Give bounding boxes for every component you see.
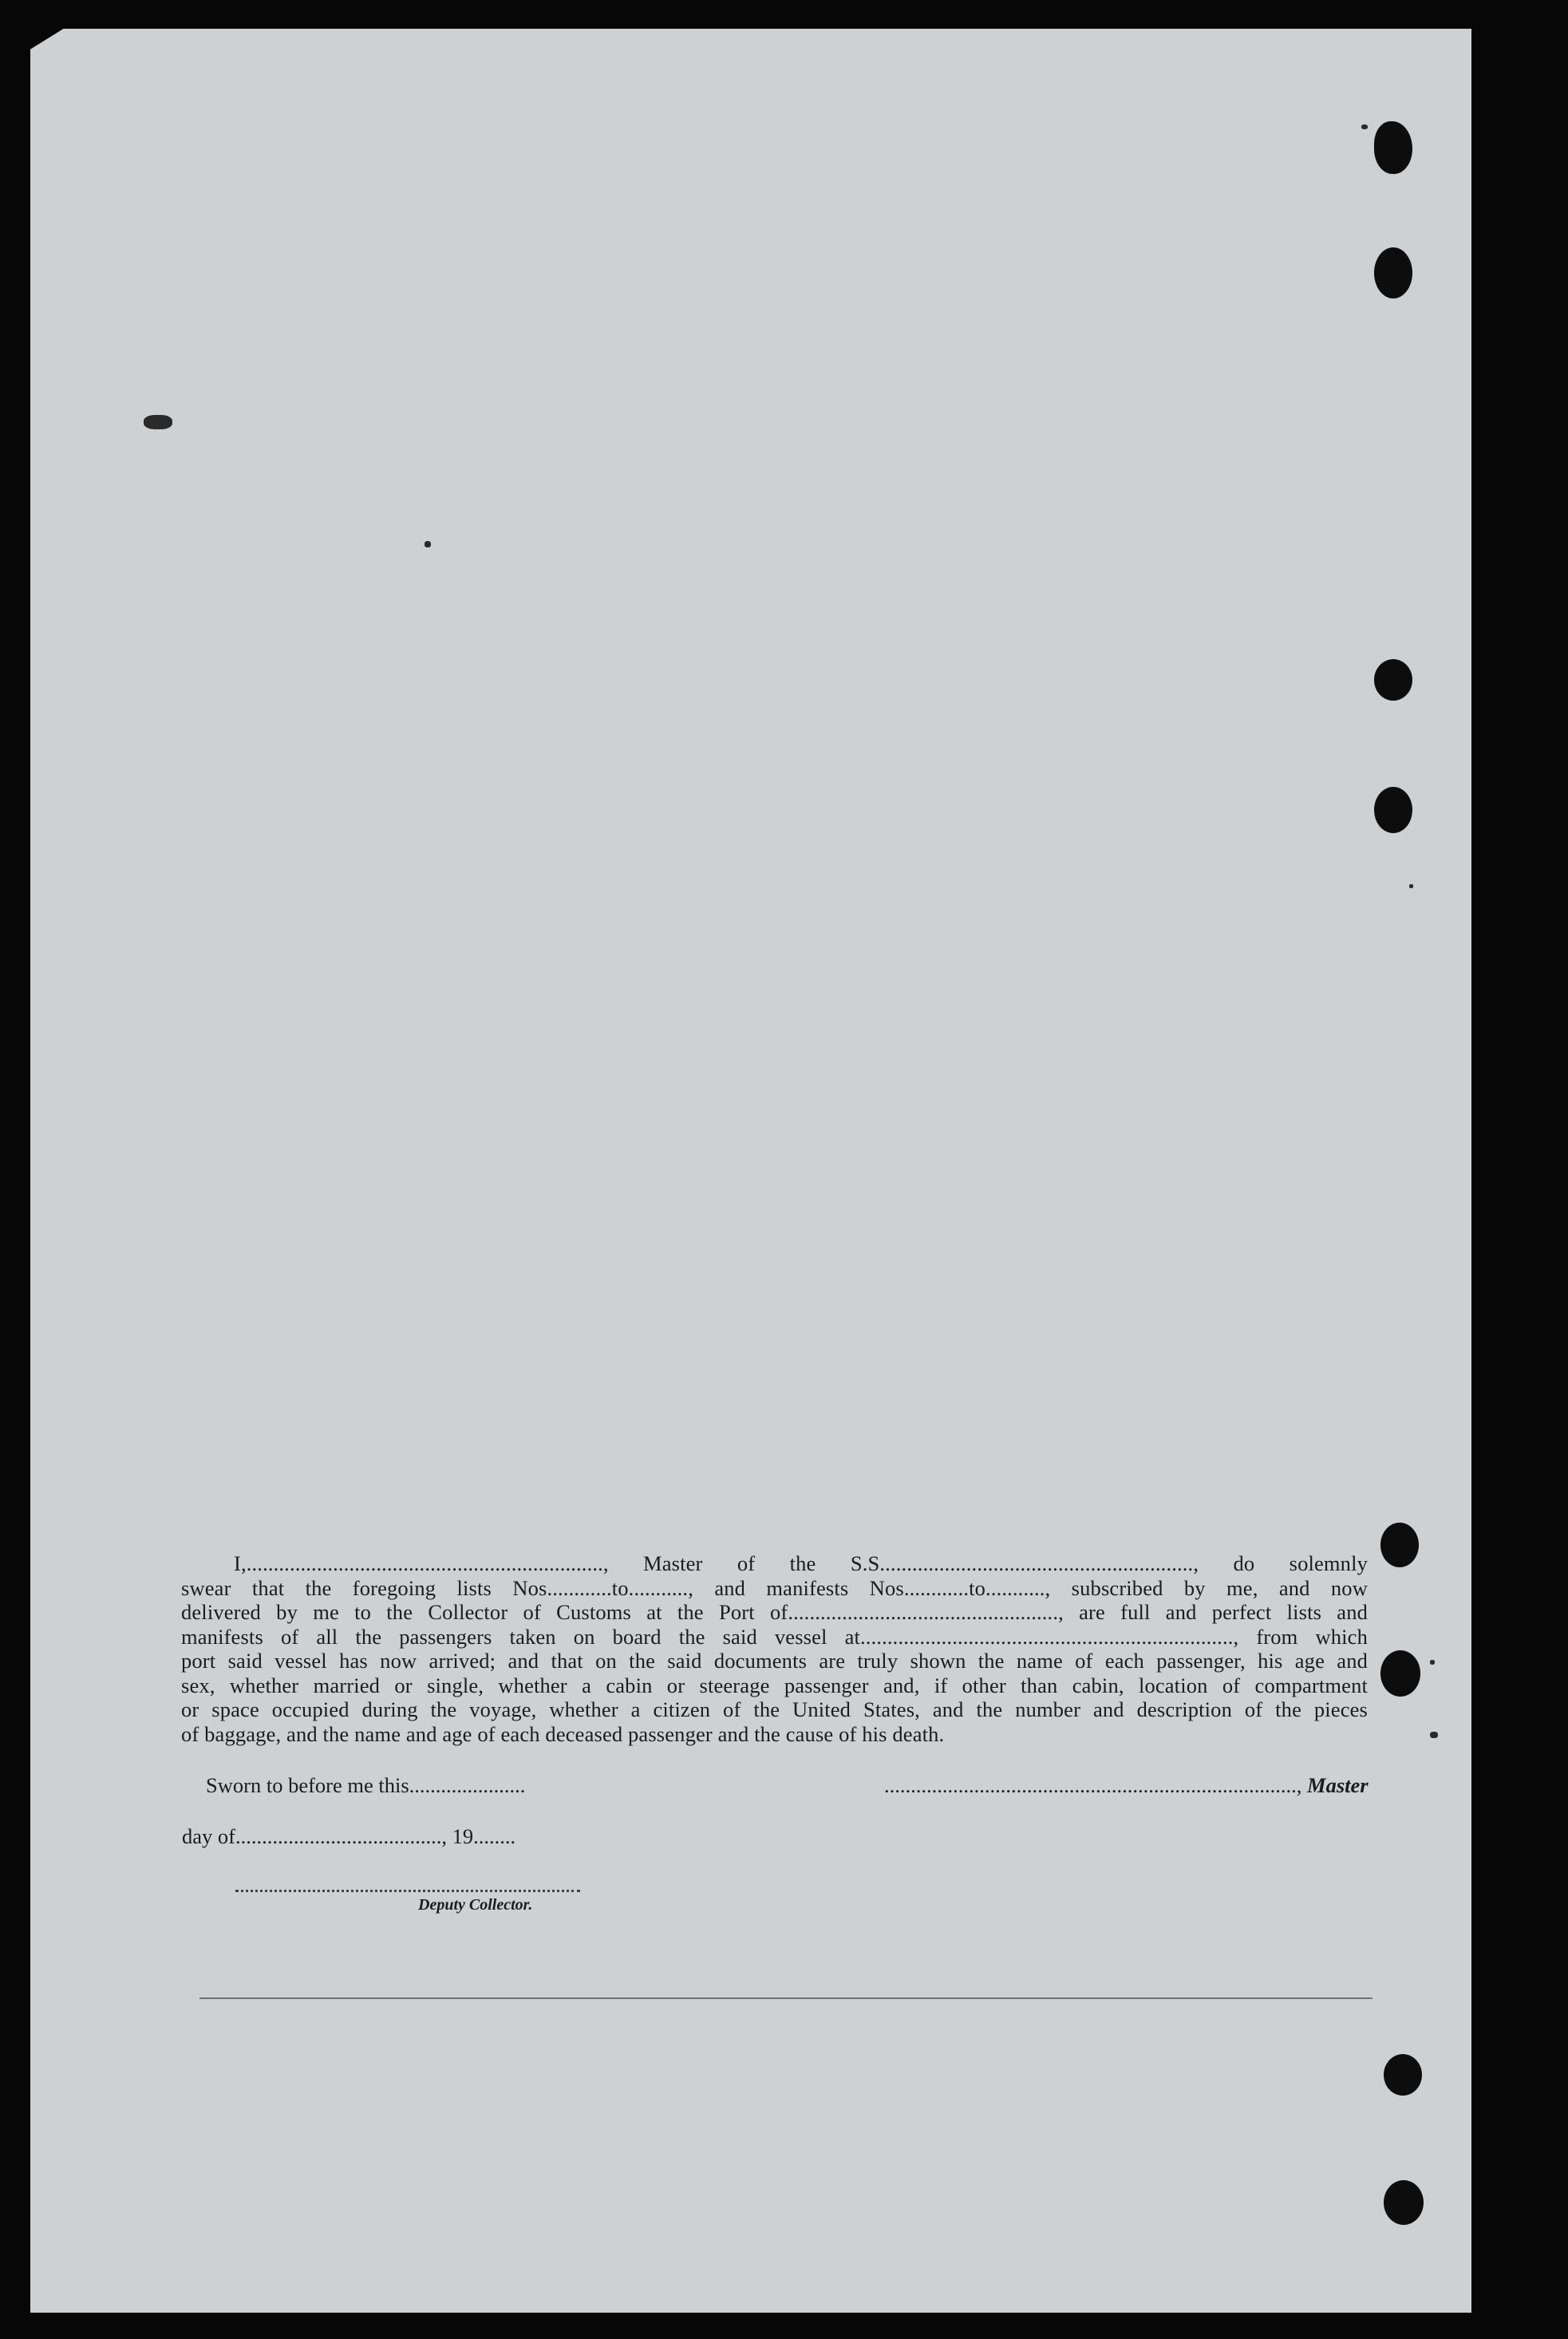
deputy-collector-signature-line — [235, 1890, 580, 1892]
deputy-collector-label: Deputy Collector. — [418, 1896, 533, 1914]
punch-hole-7 — [1384, 2054, 1422, 2096]
oath-line: sex, whether married or single, whether a cabin or steerage passenger and, if other than cabin, location of compartment — [181, 1673, 1368, 1697]
ink-speck — [425, 541, 431, 547]
punch-hole-2 — [1374, 247, 1412, 298]
master-oath-paragraph — [181, 1551, 1368, 1746]
oath-line: port said vessel has now arrived; and that on the said documents are truly shown the name of each passenger, his age and — [181, 1649, 1368, 1673]
oath-line: delivered by me to the Collector of Customs at the Port of.................................................., are full and perfect lists and — [181, 1600, 1368, 1624]
horizontal-rule — [199, 1997, 1372, 1999]
day-of-line: day of......................................., 19........ — [182, 1824, 516, 1848]
punch-hole-8 — [1384, 2180, 1424, 2225]
ink-speck — [1430, 1732, 1438, 1738]
oath-line: swear that the foregoing lists Nos............to..........., and manifests Nos............to..........., subscribed by me, and now — [181, 1575, 1368, 1600]
manifest-back-sheet — [30, 29, 1471, 2313]
master-signature-line — [884, 1773, 1369, 1798]
sworn-before-line: Sworn to before me this...................... — [206, 1773, 526, 1797]
punch-hole-4 — [1374, 787, 1412, 833]
punch-hole-5 — [1380, 1523, 1419, 1567]
ink-speck — [144, 415, 172, 429]
oath-line: I,.................................................................., Master of the S.S.........................................................., do solemnly — [234, 1551, 1368, 1575]
master-label: Master — [1307, 1773, 1369, 1797]
punch-hole-1 — [1374, 121, 1412, 174]
oath-line: manifests of all the passengers taken on board the said vessel at....................................................................., from which — [181, 1624, 1368, 1649]
ink-speck — [1361, 124, 1368, 129]
oath-line: of baggage, and the name and age of each deceased passenger and the cause of his death. — [181, 1721, 945, 1746]
punch-hole-3 — [1374, 659, 1412, 701]
ink-speck — [1430, 1660, 1435, 1665]
ink-speck — [1409, 884, 1413, 888]
punch-hole-6 — [1380, 1650, 1420, 1697]
master-signature-blank: .............................................................................., — [884, 1773, 1302, 1797]
oath-line: or space occupied during the voyage, whether a citizen of the United States, and the number and description of the pieces — [181, 1697, 1368, 1721]
